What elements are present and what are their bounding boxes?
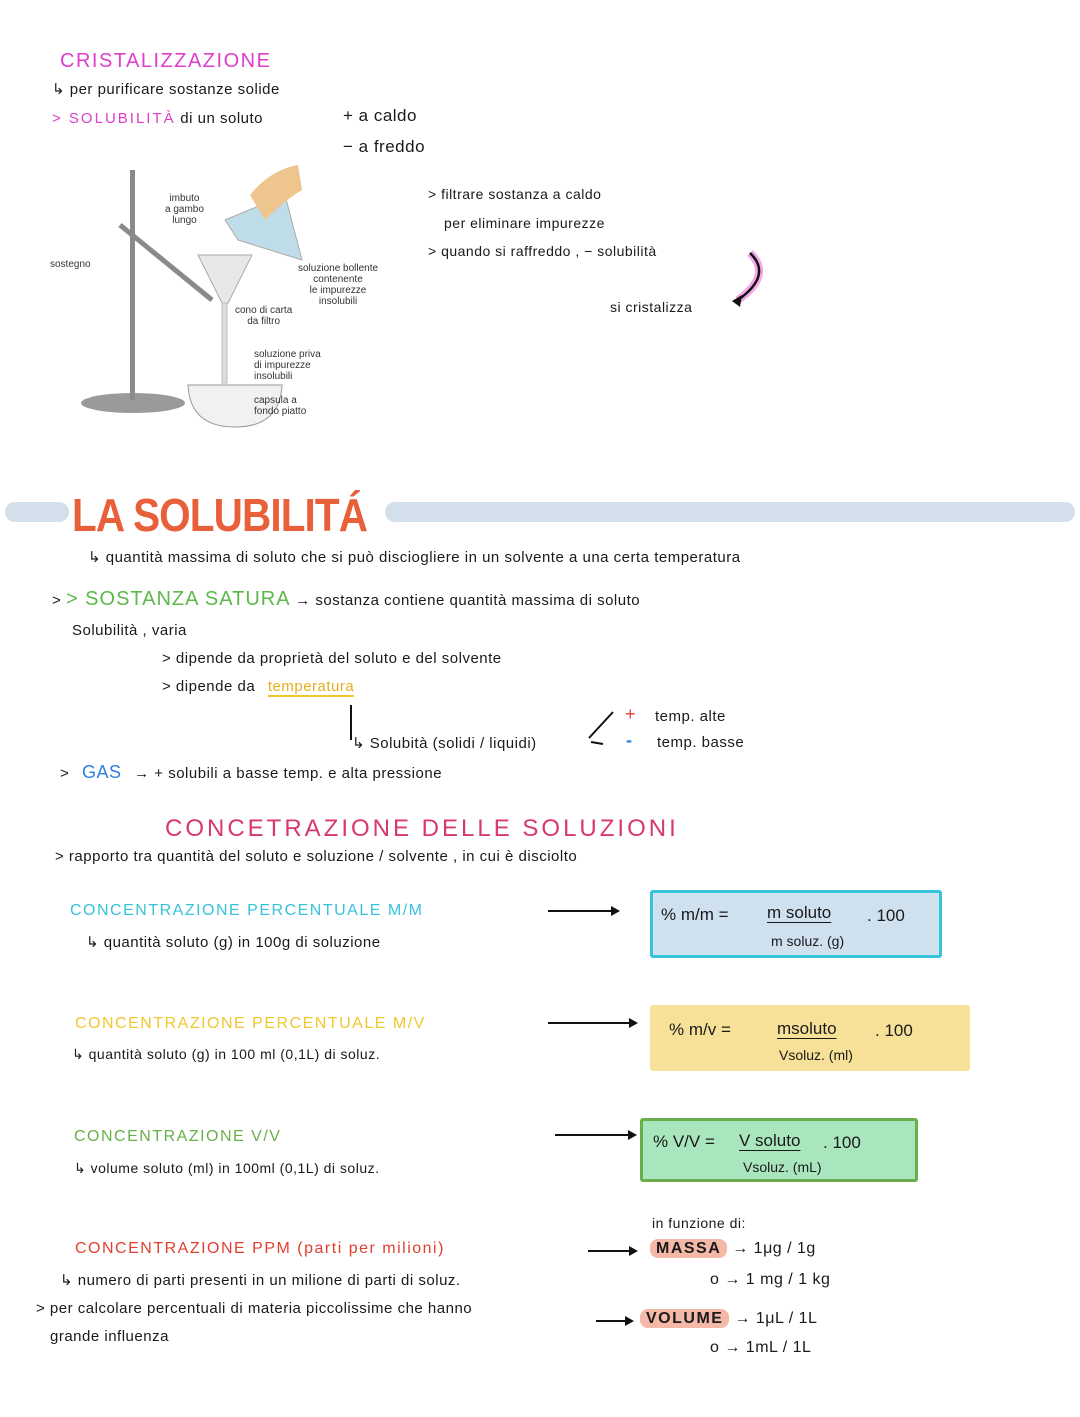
label-soluzione-priva: soluzione priva di impurezze insolubili [254,349,321,382]
volume-unit1: → 1μL / 1L [734,1310,818,1327]
label-soluzione-bollente: soluzione bollente contenente le impurezze insolubili [298,263,379,307]
temp-alte: temp. alte [655,708,726,725]
title-bar-left [5,502,69,522]
conc-mm-desc: ↳ quantità soluto (g) in 100g di soluzione [86,934,381,951]
conc-mm-title: CONCENTRAZIONE PERCENTUALE M/M [70,902,424,919]
in-funzione-label: in funzione di: [652,1215,746,1231]
branch-lines-icon [585,708,620,748]
temperature-highlight: temperatura [267,678,355,695]
label-cono: cono di carta da filtro [235,305,293,327]
massa-row [650,1240,816,1258]
formula-numerator: m soluto [767,903,832,922]
gas-rest: → + solubili a basse temp. e alta pressione [134,765,443,782]
conc-mv-title: CONCENTRAZIONE PERCENTUALE M/V [75,1015,426,1032]
conc-ppm-desc: ↳ numero di parti presenti in un milione di parti di soluz. [60,1272,461,1289]
conc-ppm-note1: > per calcolare percentuali di materia piccolissime che hanno [36,1300,473,1317]
formula-numerator: msoluto [777,1019,837,1038]
solubility-line [52,110,263,127]
formula-constant: . 100 [875,1021,913,1040]
note-impurezze: per eliminare impurezze [444,215,605,231]
volume-unit2: o → 1mL / 1L [710,1339,812,1356]
purpose-line: ↳ per purificare sostanze solide [52,81,280,98]
filtration-diagram [40,165,410,435]
massa-badge: MASSA [650,1239,727,1258]
arrow-icon [548,1022,636,1024]
depends-temperature [162,678,354,695]
section-title-cristallizzazione: CRISTALIZZAZIONE [60,50,272,72]
solubility-varies: Solubilità , varia [72,622,187,639]
label-imbuto: imbuto a gambo lungo [165,193,204,226]
massa-unit2: o → 1 mg / 1 kg [710,1271,831,1288]
satura-rest: → sostanza contiene quantità massima di soluto [295,592,641,609]
formula-lhs: % m/m = [661,905,729,924]
formula-vv [640,1118,918,1182]
note-cristalizza: si cristalizza [610,299,693,315]
formula-denominator: m soluz. (g) [771,933,845,949]
arrow-icon [555,1134,635,1136]
formula-constant: . 100 [823,1133,861,1152]
depends-prefix: > dipende da [162,678,256,695]
concentration-intro: > rapporto tra quantità del soluto e soluzione / solvente , in cui è disciolto [55,848,578,865]
formula-denominator: Vsoluz. (mL) [743,1159,822,1175]
section-title-concentrazione: CONCETRAZIONE DELLE SOLUZIONI [165,815,679,842]
satura-label: > SOSTANZA SATURA [65,588,291,610]
conc-vv-title: CONCENTRAZIONE V/V [74,1128,282,1145]
formula-mv [650,1005,970,1071]
satura-line: > > SOSTANZA SATURA → sostanza contiene quantità massima di soluto [52,588,641,610]
conc-ppm-note2: grande influenza [50,1328,169,1345]
gas-label: GAS [81,762,122,782]
conc-mv-desc: ↳ quantità soluto (g) in 100 ml (0,1L) di soluz. [72,1046,381,1062]
label-sostegno: sostegno [50,259,91,270]
formula-constant: . 100 [867,906,905,925]
formula-lhs: % V/V = [653,1132,715,1151]
solubility-definition: ↳ quantità massima di soluto che si può disciogliere in un solvente a una certa temperatura [88,549,741,566]
title-bar-right [385,502,1075,522]
conc-ppm-title: CONCENTRAZIONE PPM (parti per milioni) [75,1240,445,1257]
arrow-icon [596,1320,632,1322]
conc-vv-desc: ↳ volume soluto (ml) in 100ml (0,1L) di soluz. [74,1160,380,1176]
formula-lhs: % m/v = [669,1020,731,1039]
volume-row [640,1310,817,1328]
label-capsula: capsula a fondo piatto [254,395,307,417]
gas-prefix: > [60,765,70,782]
formula-numerator: V soluto [739,1131,801,1150]
massa-unit1: → 1μg / 1g [732,1240,816,1257]
note-raffreddo: > quando si raffreddo , − solubilità [428,243,657,259]
solubility-rest: di un soluto [180,110,264,127]
arrow-icon [548,910,618,912]
plus-sign: + [625,704,637,724]
arrow-icon [588,1250,636,1252]
section-title-solubilita: LA SOLUBILITÁ [72,489,368,541]
solubility-solids: ↳ Solubità (solidi / liquidi) [352,735,537,752]
plus-caldo: + a caldo [343,106,417,125]
depends-properties: > dipende da proprietà del soluto e del solvente [162,650,502,667]
minus-sign: - [626,730,633,750]
solubility-label: > SOLUBILITÀ [52,110,176,127]
temp-basse: temp. basse [657,734,745,751]
note-filtrare: > filtrare sostanza a caldo [428,186,602,202]
curved-arrow-icon [728,245,778,315]
volume-badge: VOLUME [640,1309,729,1328]
minus-freddo: − a freddo [343,137,426,156]
formula-denominator: Vsoluz. (ml) [779,1047,853,1063]
gas-line [60,762,442,783]
formula-mm [650,890,942,958]
